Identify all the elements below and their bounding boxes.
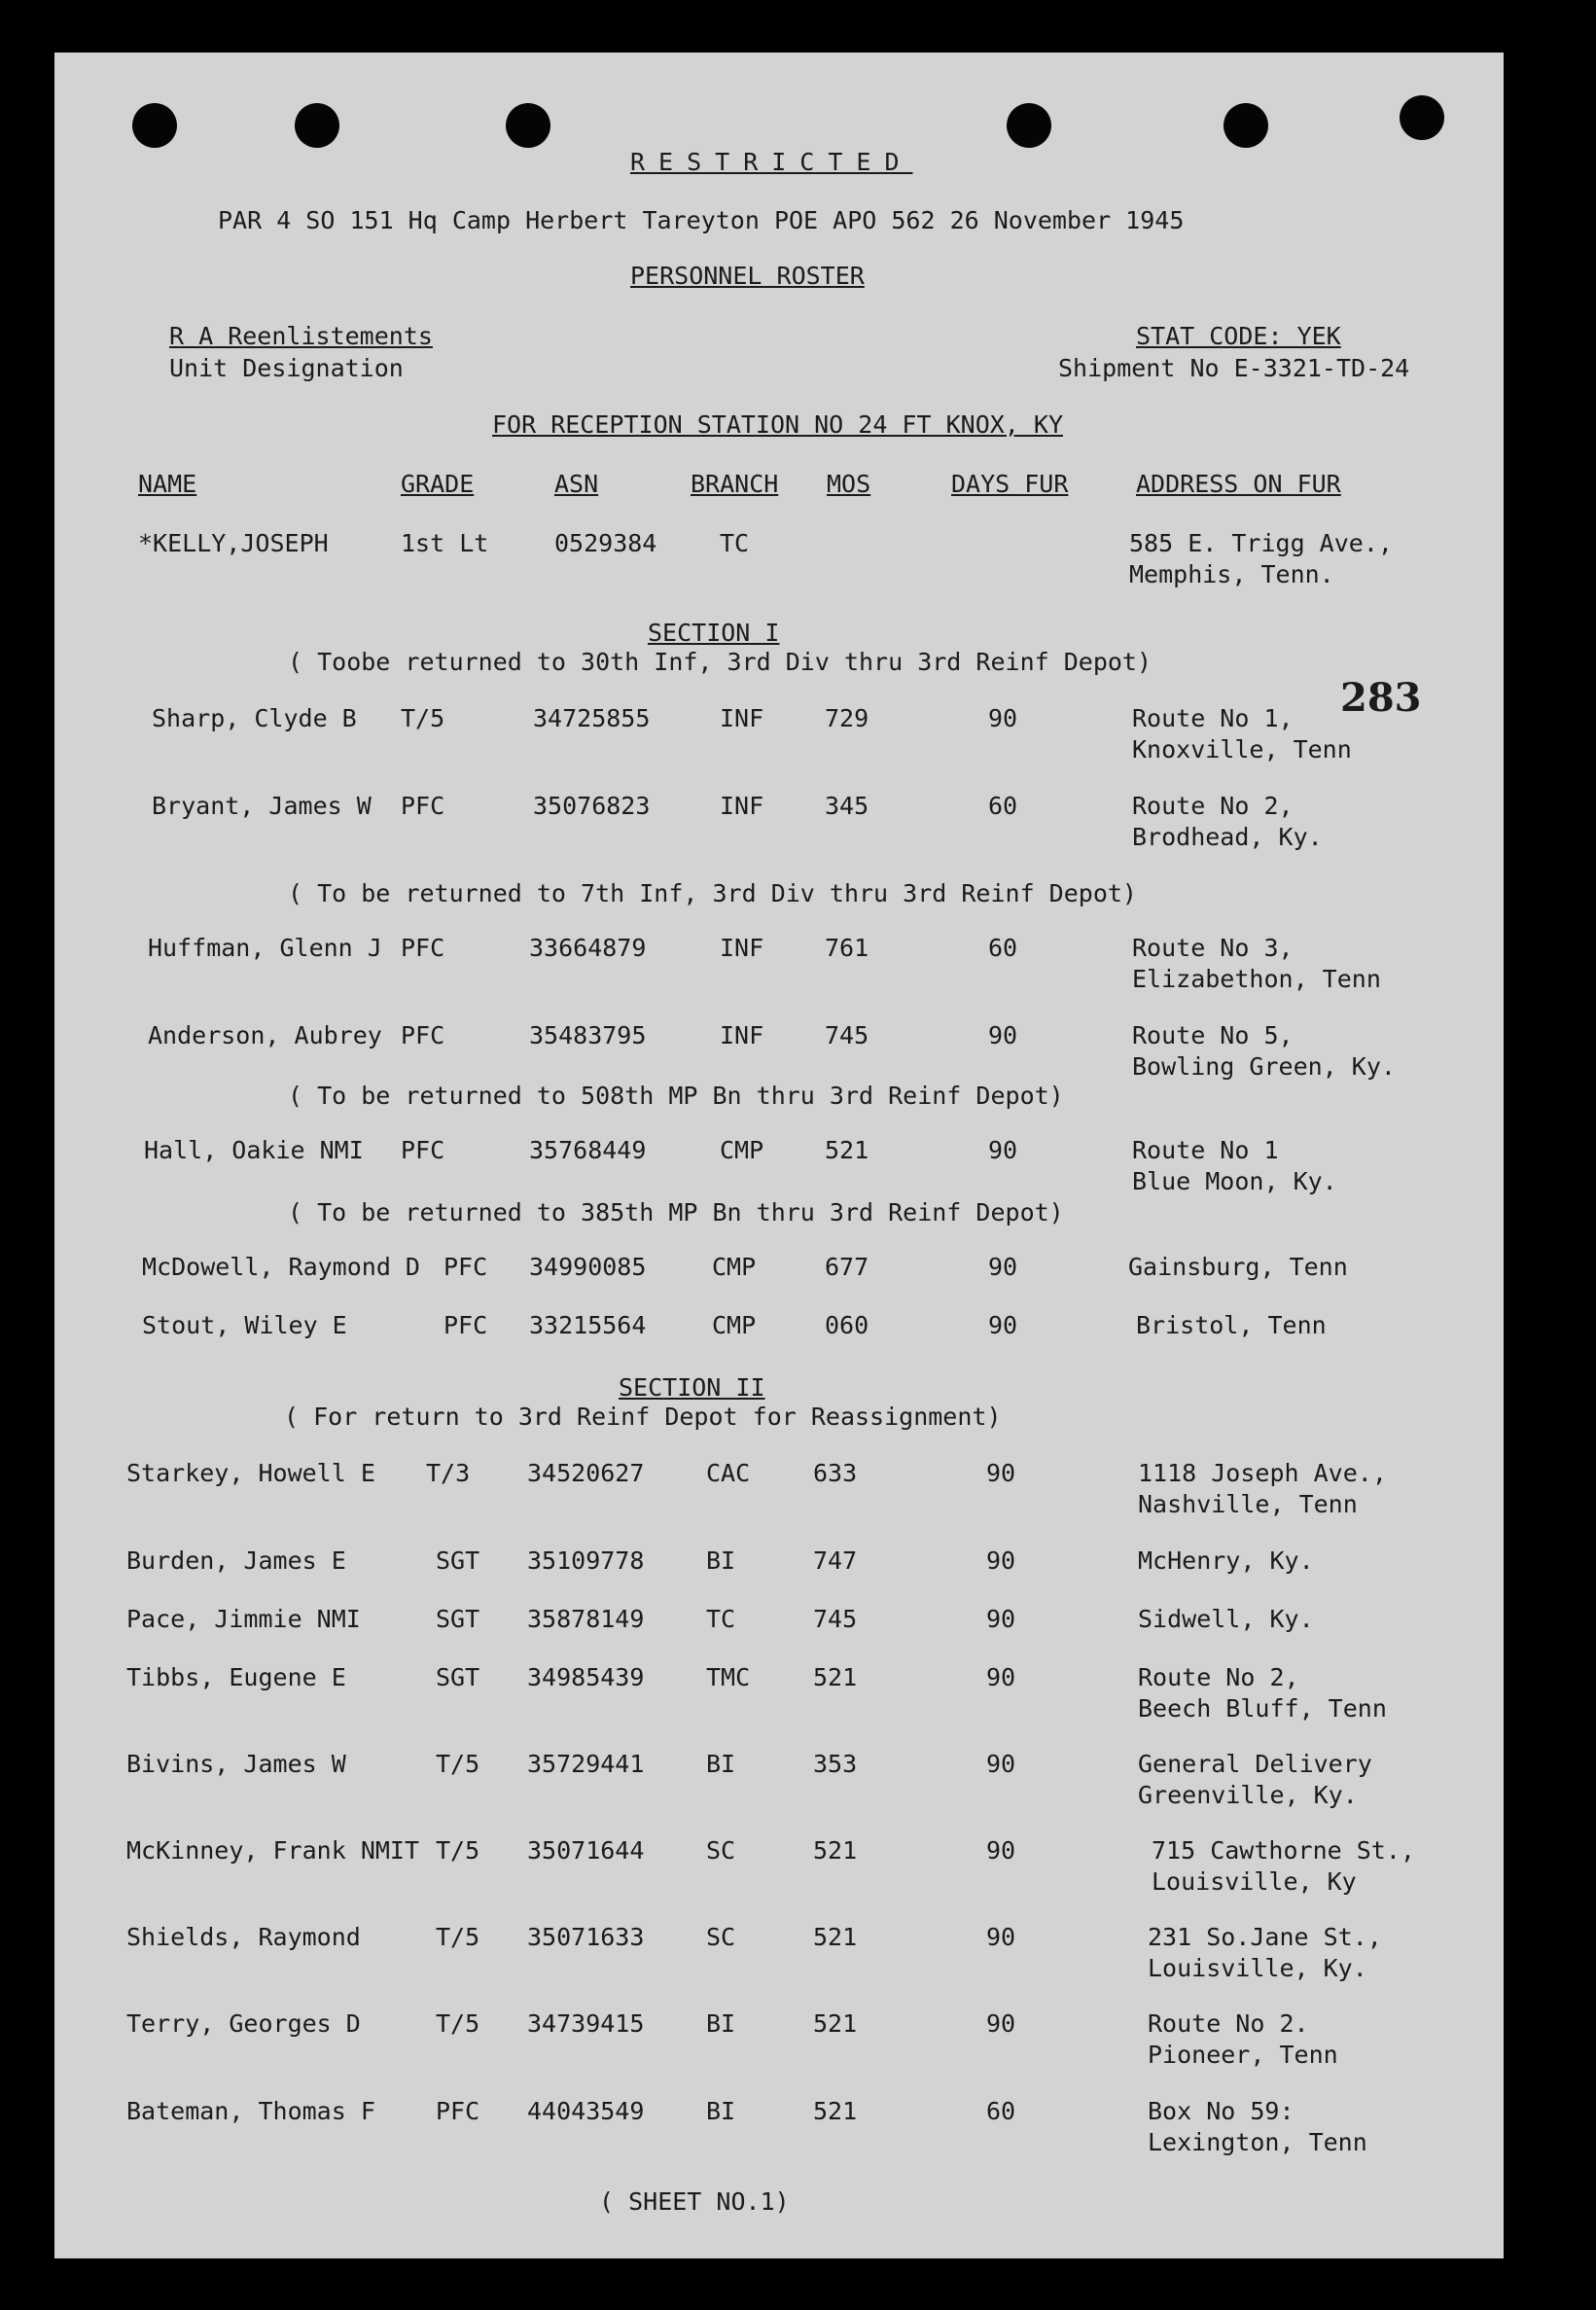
cell-mos: 633 — [813, 1459, 858, 1487]
cell-address-line2: Lexington, Tenn — [1148, 2128, 1367, 2156]
cell-asn: 35768449 — [529, 1136, 647, 1164]
cell-name: McKinney, Frank NMIT — [126, 1836, 420, 1865]
cell-asn: 35483795 — [529, 1021, 647, 1049]
officer-row — [54, 529, 1504, 597]
cell-address-line1: 585 E. Trigg Ave., — [1129, 529, 1393, 557]
cell-name: McDowell, Raymond D — [142, 1253, 420, 1281]
table-row — [54, 792, 1504, 860]
cell-mos: 060 — [825, 1311, 869, 1339]
cell-name: Anderson, Aubrey — [148, 1021, 382, 1049]
cell-address-line2: Bowling Green, Ky. — [1132, 1052, 1396, 1081]
cell-grade: T/5 — [436, 1836, 480, 1865]
cell-name: Pace, Jimmie NMI — [126, 1605, 361, 1633]
cell-grade: PFC — [401, 1136, 445, 1164]
cell-days: 90 — [986, 1923, 1016, 1951]
table-row — [54, 2097, 1504, 2165]
cell-branch: SC — [706, 1923, 736, 1951]
table-row — [54, 1546, 1504, 1581]
cell-address-line1: Route No 3, — [1132, 934, 1294, 962]
cell-asn: 33664879 — [529, 934, 647, 962]
cell-address-line2: Louisville, Ky — [1152, 1867, 1357, 1896]
cell-address-line1: General Delivery — [1138, 1750, 1372, 1778]
cell-days: 90 — [986, 1546, 1016, 1575]
cell-days: 90 — [986, 1750, 1016, 1778]
cell-name: Shields, Raymond — [126, 1923, 361, 1951]
cell-mos: 521 — [825, 1136, 869, 1164]
cell-asn: 35076823 — [533, 792, 651, 820]
cell-address-line2: Memphis, Tenn. — [1129, 560, 1334, 588]
cell-asn: 35071633 — [527, 1923, 645, 1951]
column-header-grade: GRADE — [401, 470, 475, 498]
punch-hole — [1224, 103, 1268, 148]
cell-mos: 521 — [813, 1836, 858, 1865]
order-line: PAR 4 SO 151 Hq Camp Herbert Tareyton POE APO 562 26 November 1945 — [218, 206, 1185, 234]
cell-branch: CAC — [706, 1459, 751, 1487]
cell-address-line2: Louisville, Ky. — [1148, 1954, 1367, 1982]
roster-title: PERSONNEL ROSTER — [630, 262, 865, 290]
cell-asn: 34985439 — [527, 1663, 645, 1691]
cell-grade: PFC — [401, 792, 445, 820]
cell-grade: SGT — [436, 1605, 480, 1633]
cell-asn: 44043549 — [527, 2097, 645, 2125]
cell-name: Bryant, James W — [152, 792, 372, 820]
sheet-number: ( SHEET NO.1) — [599, 2187, 790, 2216]
cell-address-line1: Route No 2. — [1148, 2009, 1309, 2038]
cell-days: 60 — [988, 792, 1018, 820]
cell-address-line2: Blue Moon, Ky. — [1132, 1167, 1337, 1195]
cell-branch: CMP — [712, 1253, 757, 1281]
cell-name: Bivins, James W — [126, 1750, 346, 1778]
cell-grade: PFC — [436, 2097, 480, 2125]
restricted-heading: RESTRICTED — [630, 148, 913, 176]
cell-mos: 745 — [825, 1021, 869, 1049]
column-header-name: NAME — [138, 470, 197, 498]
punch-hole — [1007, 103, 1051, 148]
cell-branch: INF — [720, 792, 764, 820]
cell-branch: CMP — [720, 1136, 764, 1164]
cell-branch: SC — [706, 1836, 736, 1865]
cell-asn: 35071644 — [527, 1836, 645, 1865]
cell-days: 90 — [988, 1311, 1018, 1339]
cell-address-line1: Sidwell, Ky. — [1138, 1605, 1314, 1633]
cell-address-line2: Beech Bluff, Tenn — [1138, 1694, 1387, 1723]
table-row — [54, 1923, 1504, 1991]
section-1-title: SECTION I — [648, 619, 780, 647]
unit-name: R A Reenlistements — [169, 322, 433, 350]
cell-grade: SGT — [436, 1663, 480, 1691]
cell-name: *KELLY,JOSEPH — [138, 529, 329, 557]
group-note: ( To be returned to 508th MP Bn thru 3rd Reinf Depot) — [288, 1082, 1064, 1110]
cell-branch: INF — [720, 1021, 764, 1049]
cell-days: 90 — [986, 2009, 1016, 2038]
cell-name: Sharp, Clyde B — [152, 704, 357, 732]
shipment-number: Shipment No E-3321-TD-24 — [1058, 354, 1410, 382]
cell-branch: TC — [720, 529, 750, 557]
column-header-mos: MOS — [827, 470, 871, 498]
cell-name: Tibbs, Eugene E — [126, 1663, 346, 1691]
cell-branch: INF — [720, 934, 764, 962]
cell-asn: 35878149 — [527, 1605, 645, 1633]
table-row — [54, 1136, 1504, 1204]
table-row — [54, 1605, 1504, 1640]
cell-mos: 521 — [813, 2097, 858, 2125]
cell-days: 90 — [988, 1136, 1018, 1164]
cell-asn: 35109778 — [527, 1546, 645, 1575]
cell-branch: BI — [706, 1750, 736, 1778]
table-row — [54, 934, 1504, 1002]
cell-asn: 34520627 — [527, 1459, 645, 1487]
cell-grade: PFC — [401, 934, 445, 962]
cell-address-line2: Knoxville, Tenn — [1132, 735, 1352, 764]
cell-asn: 34725855 — [533, 704, 651, 732]
punch-hole — [132, 103, 177, 148]
cell-address-line2: Brodhead, Ky. — [1132, 823, 1323, 851]
table-row — [54, 2009, 1504, 2078]
roster-page — [54, 53, 1504, 2258]
cell-address-line1: 1118 Joseph Ave., — [1138, 1459, 1387, 1487]
cell-branch: TMC — [706, 1663, 751, 1691]
cell-grade: SGT — [436, 1546, 480, 1575]
punch-hole — [295, 103, 339, 148]
table-row — [54, 1311, 1504, 1346]
punch-hole — [506, 103, 550, 148]
cell-address-line2: Pioneer, Tenn — [1148, 2041, 1338, 2069]
cell-asn: 34739415 — [527, 2009, 645, 2038]
cell-grade: PFC — [401, 1021, 445, 1049]
cell-address-line2: Nashville, Tenn — [1138, 1490, 1358, 1518]
cell-asn: 33215564 — [529, 1311, 647, 1339]
page-number-stamp: 283 — [1340, 675, 1422, 721]
table-row — [54, 1750, 1504, 1818]
cell-mos: 729 — [825, 704, 869, 732]
destination-line: FOR RECEPTION STATION NO 24 FT KNOX, KY — [492, 410, 1063, 439]
cell-branch: BI — [706, 2097, 736, 2125]
table-row — [54, 704, 1504, 772]
column-header-days-fur: DAYS FUR — [951, 470, 1069, 498]
unit-designation-label: Unit Designation — [169, 354, 404, 382]
group-note: ( Toobe returned to 30th Inf, 3rd Div thru 3rd Reinf Depot) — [288, 648, 1153, 676]
cell-address-line2: Elizabethon, Tenn — [1132, 965, 1381, 993]
cell-grade: T/5 — [401, 704, 445, 732]
cell-days: 90 — [986, 1605, 1016, 1633]
cell-grade: PFC — [443, 1253, 488, 1281]
cell-days: 60 — [988, 934, 1018, 962]
punch-hole — [1400, 95, 1444, 140]
cell-mos: 521 — [813, 2009, 858, 2038]
cell-days: 90 — [986, 1836, 1016, 1865]
cell-mos: 353 — [813, 1750, 858, 1778]
cell-asn: 35729441 — [527, 1750, 645, 1778]
table-row — [54, 1253, 1504, 1288]
cell-address-line1: Route No 1 — [1132, 1136, 1279, 1164]
table-row — [54, 1836, 1504, 1904]
cell-address-line1: McHenry, Ky. — [1138, 1546, 1314, 1575]
cell-name: Terry, Georges D — [126, 2009, 361, 2038]
cell-asn: 34990085 — [529, 1253, 647, 1281]
group-note: ( To be returned to 385th MP Bn thru 3rd Reinf Depot) — [288, 1198, 1064, 1226]
column-header-asn: ASN — [554, 470, 599, 498]
cell-mos: 345 — [825, 792, 869, 820]
stat-code: STAT CODE: YEK — [1136, 322, 1341, 350]
table-row — [54, 1021, 1504, 1089]
cell-days: 90 — [986, 1663, 1016, 1691]
cell-grade: T/5 — [436, 1923, 480, 1951]
cell-grade: T/3 — [426, 1459, 471, 1487]
cell-name: Bateman, Thomas F — [126, 2097, 375, 2125]
cell-name: Stout, Wiley E — [142, 1311, 347, 1339]
cell-branch: CMP — [712, 1311, 757, 1339]
cell-address-line1: Route No 2, — [1132, 792, 1294, 820]
group-note: ( For return to 3rd Reinf Depot for Reassignment) — [284, 1403, 1002, 1431]
cell-mos: 677 — [825, 1253, 869, 1281]
cell-asn: 0529384 — [554, 529, 657, 557]
cell-days: 90 — [988, 1253, 1018, 1281]
cell-address-line1: 715 Cawthorne St., — [1152, 1836, 1415, 1865]
group-note: ( To be returned to 7th Inf, 3rd Div thru 3rd Reinf Depot) — [288, 879, 1137, 907]
cell-address-line1: Gainsburg, Tenn — [1128, 1253, 1348, 1281]
cell-name: Huffman, Glenn J — [148, 934, 382, 962]
cell-address-line1: Box No 59: — [1148, 2097, 1295, 2125]
cell-branch: BI — [706, 2009, 736, 2038]
table-row — [54, 1663, 1504, 1731]
cell-address-line1: Route No 1, — [1132, 704, 1294, 732]
cell-address-line1: Bristol, Tenn — [1136, 1311, 1327, 1339]
cell-mos: 745 — [813, 1605, 858, 1633]
cell-mos: 747 — [813, 1546, 858, 1575]
cell-mos: 521 — [813, 1663, 858, 1691]
column-header-branch: BRANCH — [691, 470, 779, 498]
cell-address-line1: 231 So.Jane St., — [1148, 1923, 1382, 1951]
cell-days: 60 — [986, 2097, 1016, 2125]
table-row — [54, 1459, 1504, 1527]
cell-days: 90 — [986, 1459, 1016, 1487]
cell-name: Starkey, Howell E — [126, 1459, 375, 1487]
column-header-address: ADDRESS ON FUR — [1136, 470, 1341, 498]
cell-name: Hall, Oakie NMI — [144, 1136, 364, 1164]
cell-mos: 761 — [825, 934, 869, 962]
section-2-title: SECTION II — [619, 1373, 765, 1402]
cell-address-line2: Greenville, Ky. — [1138, 1781, 1358, 1809]
cell-grade: T/5 — [436, 2009, 480, 2038]
cell-grade: 1st Lt — [401, 529, 489, 557]
cell-days: 90 — [988, 704, 1018, 732]
cell-days: 90 — [988, 1021, 1018, 1049]
cell-mos: 521 — [813, 1923, 858, 1951]
cell-address-line1: Route No 2, — [1138, 1663, 1299, 1691]
cell-branch: INF — [720, 704, 764, 732]
cell-name: Burden, James E — [126, 1546, 346, 1575]
cell-grade: PFC — [443, 1311, 488, 1339]
cell-grade: T/5 — [436, 1750, 480, 1778]
cell-branch: BI — [706, 1546, 736, 1575]
cell-address-line1: Route No 5, — [1132, 1021, 1294, 1049]
cell-branch: TC — [706, 1605, 736, 1633]
